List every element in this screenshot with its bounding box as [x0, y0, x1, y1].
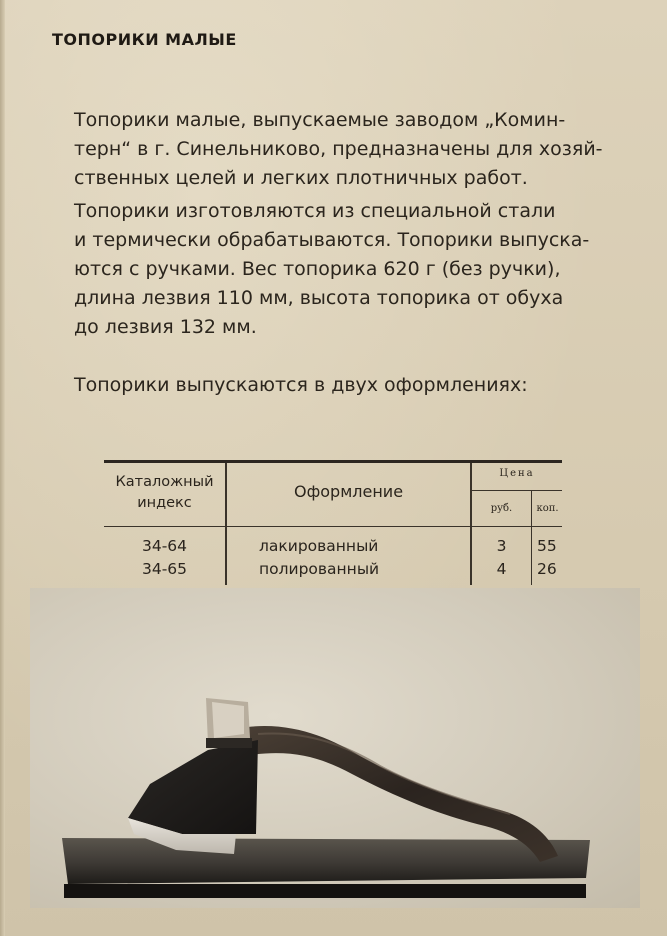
description-paragraph-2 [74, 197, 620, 342]
header-rub: руб. [490, 503, 513, 514]
cell-rub: 3 [496, 537, 507, 555]
text-line: до лезвия 132 мм. [74, 316, 257, 338]
text-line: ственных целей и легких плотничных работ. [74, 167, 528, 189]
header-catalog-index [104, 472, 225, 514]
cell-kop: 55 [537, 537, 557, 555]
text-line: терн“ в г. Синельниково, предназначены для хозяй- [74, 138, 603, 160]
header-catalog-line: Каталожный [115, 474, 214, 490]
cell-kop: 26 [537, 560, 557, 578]
description-paragraph-1 [74, 106, 620, 193]
header-kop: коп. [536, 503, 559, 514]
price-table [104, 460, 564, 586]
text-line: Топорики выпускаются в двух оформлениях: [74, 374, 528, 396]
price-subheader-rule [472, 490, 562, 491]
cell-index: 34-64 [141, 537, 188, 555]
description-paragraph-3 [74, 371, 620, 400]
table-row [104, 560, 562, 582]
hatchet-photo-icon [30, 588, 640, 908]
text-line: длина лезвия 110 мм, высота топорика от обуха [74, 287, 564, 309]
text-line: ются с ручками. Вес топорика 620 г (без ручки), [74, 258, 561, 280]
header-price: Цена [499, 468, 535, 479]
table-top-rule [104, 460, 562, 463]
text-line: и термически обрабатываются. Топорики выпуска- [74, 229, 590, 251]
hatchet-photo [30, 588, 640, 908]
header-catalog-line: индекс [137, 495, 192, 511]
table-header-rule [104, 526, 562, 527]
page-edge [0, 0, 5, 936]
cell-oform: лакированный [259, 537, 379, 555]
text-line: Топорики малые, выпускаемые заводом „Комин- [74, 109, 566, 131]
page-title: ТОПОРИКИ МАЛЫЕ [52, 30, 237, 49]
text-line: Топорики изготовляются из специальной стали [74, 200, 556, 222]
table-row [104, 537, 562, 559]
header-oform: Оформление [293, 482, 404, 501]
cell-rub: 4 [496, 560, 507, 578]
cell-oform: полированный [259, 560, 380, 578]
cell-index: 34-65 [141, 560, 188, 578]
